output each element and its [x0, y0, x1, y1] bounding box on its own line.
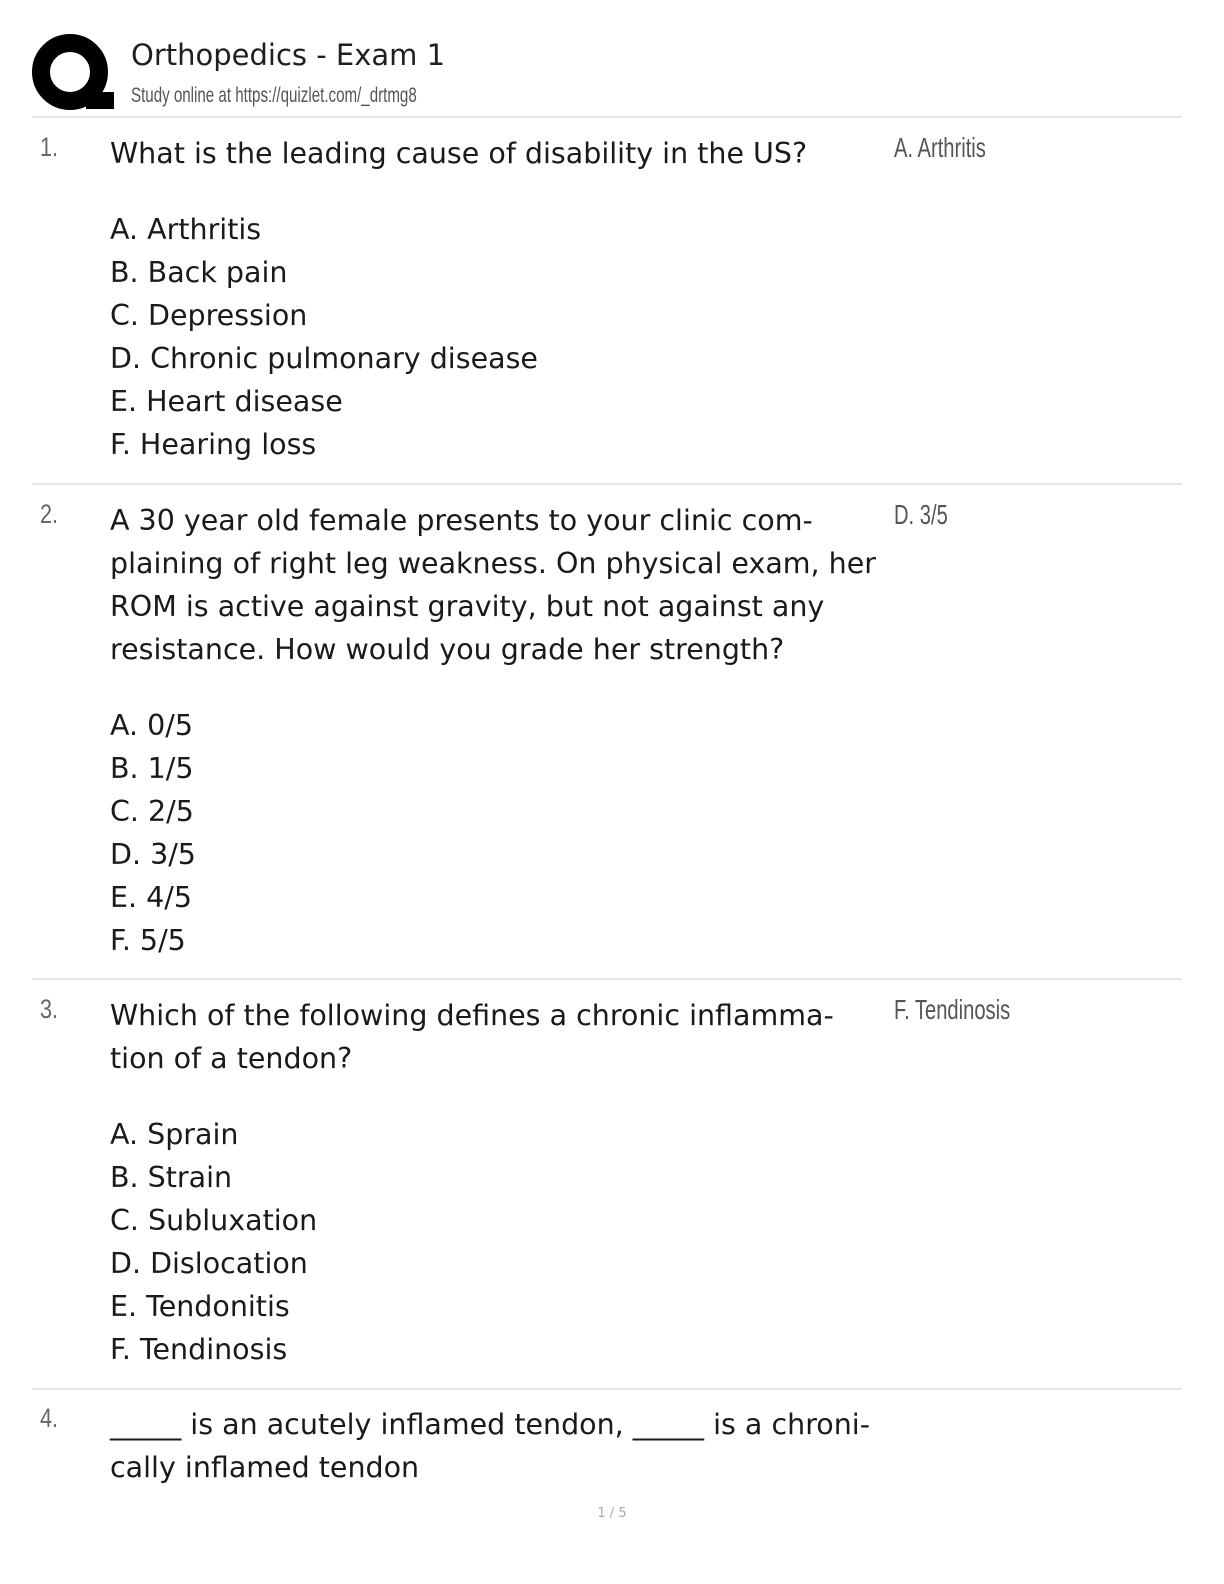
card-number: 4. — [40, 1403, 59, 1433]
page-indicator: 1 / 5 — [597, 1506, 627, 1521]
card-divider — [32, 1388, 1182, 1390]
question-text: _____ is an acutely inflamed tendon, _____ is a chroni- — [110, 1408, 870, 1441]
card-number: 2. — [40, 499, 59, 529]
question-text: ROM is active against gravity, but not against any — [110, 590, 825, 623]
question-block — [110, 499, 900, 962]
option-item: B. 1/5 — [110, 752, 194, 785]
option-item: D. 3/5 — [110, 838, 196, 871]
option-item: C. Depression — [110, 299, 308, 332]
card-divider — [32, 978, 1182, 980]
question-text: tion of a tendon? — [110, 1042, 353, 1075]
question-block — [110, 1403, 900, 1489]
study-online-link[interactable]: Study online at https://quizlet.com/_drtmg8 — [131, 84, 417, 107]
card-number: 1. — [40, 132, 59, 162]
option-list — [110, 704, 900, 962]
question-text: A 30 year old female presents to your clinic com- — [110, 504, 813, 537]
option-item: A. Sprain — [110, 1118, 239, 1151]
card-number: 3. — [40, 994, 59, 1024]
option-item: F. 5/5 — [110, 924, 186, 957]
option-item: B. Back pain — [110, 256, 288, 289]
option-item: D. Dislocation — [110, 1247, 308, 1280]
page-header — [32, 30, 1182, 116]
option-item: B. Strain — [110, 1161, 233, 1194]
question-block — [110, 132, 900, 466]
option-list — [110, 208, 900, 466]
answer-text: D. 3/5 — [894, 499, 948, 530]
option-item: E. Tendonitis — [110, 1290, 290, 1323]
option-list — [110, 1113, 900, 1371]
option-item: E. Heart disease — [110, 385, 343, 418]
option-item: F. Hearing loss — [110, 428, 317, 461]
option-item: D. Chronic pulmonary disease — [110, 342, 538, 375]
question-text: resistance. How would you grade her strength? — [110, 633, 785, 666]
option-item: C. 2/5 — [110, 795, 194, 828]
question-text: Which of the following defines a chronic inflamma- — [110, 999, 834, 1032]
card-divider — [32, 483, 1182, 485]
question-text: cally inflamed tendon — [110, 1451, 420, 1484]
quizlet-q-logo-icon — [32, 34, 114, 114]
question-text: plaining of right leg weakness. On physical exam, her — [110, 547, 876, 580]
option-item: C. Subluxation — [110, 1204, 318, 1237]
answer-text: F. Tendinosis — [894, 994, 1011, 1025]
header-divider — [32, 116, 1182, 118]
option-item: E. 4/5 — [110, 881, 192, 914]
document-title: Orthopedics - Exam 1 — [131, 38, 446, 72]
question-block — [110, 994, 900, 1371]
option-item: F. Tendinosis — [110, 1333, 288, 1366]
option-item: A. Arthritis — [110, 213, 262, 246]
answer-text: A. Arthritis — [894, 132, 986, 163]
question-text: What is the leading cause of disability in the US? — [110, 137, 808, 170]
option-item: A. 0/5 — [110, 709, 193, 742]
